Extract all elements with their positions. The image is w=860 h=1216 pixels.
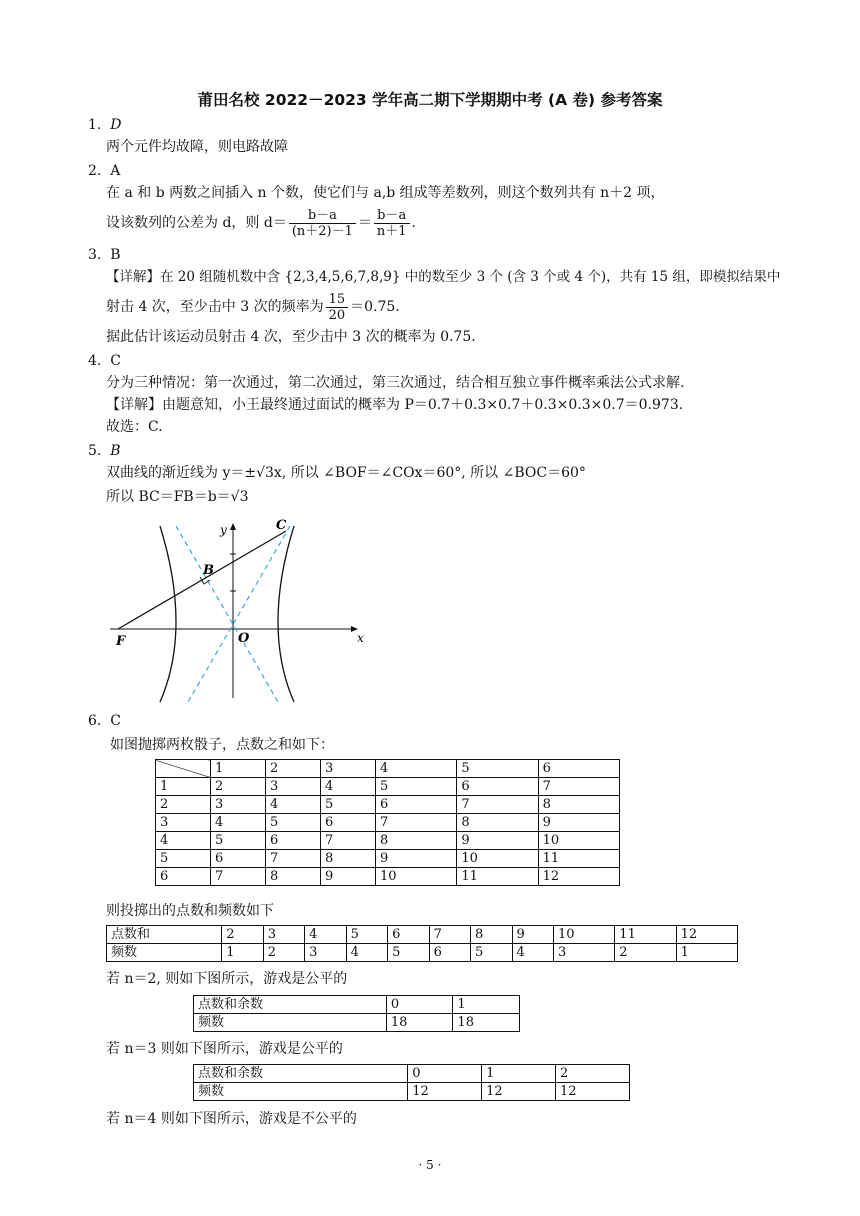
table-cell: 1 <box>453 996 520 1014</box>
q2-fraction-1: $\frac{b-a}{(n+2)-1}$ <box>289 208 356 239</box>
hyperbola-figure <box>100 512 380 704</box>
table-cell: 频数 <box>194 1014 387 1032</box>
table-cell: 12 <box>676 926 737 944</box>
table-cell: 频数 <box>194 1083 408 1101</box>
table-cell: 11 <box>615 926 676 944</box>
q1-number: 1. D <box>88 117 122 133</box>
page-title: 莆田名校 2022－2023 学年高二期下学期期中考 (A 卷) 参考答案 <box>197 91 663 109</box>
table-cell: 4 <box>305 926 346 944</box>
table-cell: 12 <box>556 1083 630 1101</box>
q3-line1: 【详解】在 20 组随机数中含 {2,3,4,5,6,7,8,9} 中的数至少 3 个 (含 3 个或 4 个)，共有 15 组，即模拟结果中 <box>106 269 781 285</box>
table-cell: 5 <box>266 814 321 832</box>
table-cell: 2 <box>263 944 304 962</box>
table-cell: 点数和余数 <box>194 1065 408 1083</box>
table-cell: 2 <box>266 760 321 778</box>
table-cell: 7 <box>538 778 619 796</box>
q6-n4-text: 若 n＝4 则如下图所示，游戏是不公平的 <box>106 1111 357 1127</box>
q1-explanation: 两个元件均故障，则电路故障 <box>106 139 288 155</box>
table-cell: 2 <box>222 926 263 944</box>
table-row <box>156 814 620 832</box>
table-cell: 3 <box>263 926 304 944</box>
table-cell: 7 <box>457 796 538 814</box>
table-cell: 点数和余数 <box>194 996 387 1014</box>
q3-line3: 据此估计该运动员射击 4 次，至少击中 3 次的概率为 0.75. <box>106 329 476 345</box>
table-cell: 6 <box>211 850 266 868</box>
label-C: C <box>276 518 287 533</box>
table-cell: 6 <box>156 868 211 886</box>
table-cell: 频数 <box>107 944 222 962</box>
q3-number: 3. B <box>88 247 121 263</box>
q5-line2: 所以 BC＝FB＝b＝√3 <box>106 489 249 505</box>
table-row <box>156 850 620 868</box>
q2-number: 2. A <box>88 163 121 179</box>
table-cell: 6 <box>457 778 538 796</box>
table-cell: 3 <box>266 778 321 796</box>
table-cell: 6 <box>429 944 470 962</box>
table-row <box>194 1065 630 1083</box>
table-row <box>156 760 620 778</box>
table-cell: 3 <box>305 944 346 962</box>
q6-freq-intro: 则投掷出的点数和频数如下 <box>106 903 274 919</box>
table-cell: 12 <box>538 868 619 886</box>
q4-line1: 分为三种情况：第一次通过，第二次通过，第三次通过，结合相互独立事件概率乘法公式求解. <box>106 375 685 391</box>
table-cell: 5 <box>457 760 538 778</box>
table-cell: 8 <box>321 850 376 868</box>
table-row <box>156 868 620 886</box>
q2-fraction-2: $\frac{b-a}{n+1}$ <box>374 208 410 239</box>
table-cell: 9 <box>538 814 619 832</box>
table-cell: 10 <box>376 868 457 886</box>
table-cell: 7 <box>211 868 266 886</box>
label-F: F <box>116 634 126 649</box>
q5-answer: B <box>110 443 121 459</box>
label-x: x <box>357 631 364 645</box>
q2-line1: 在 a 和 b 两数之间插入 n 个数，使它们与 a,b 组成等差数列，则这个数列共有 n＋2 项， <box>106 185 665 201</box>
table-cell: 7 <box>429 926 470 944</box>
table-row <box>107 944 738 962</box>
table-cell: 8 <box>266 868 321 886</box>
table-cell: 9 <box>376 850 457 868</box>
remainder-table-n2 <box>193 995 520 1032</box>
table-row <box>194 996 520 1014</box>
table-cell: 8 <box>376 832 457 850</box>
table-cell: 5 <box>388 944 429 962</box>
table-cell: 8 <box>457 814 538 832</box>
dice-sum-table <box>155 759 620 886</box>
table-cell: 5 <box>376 778 457 796</box>
table-cell: 5 <box>321 796 376 814</box>
table-row <box>156 778 620 796</box>
hyperbola-left-branch <box>160 526 176 702</box>
table-cell: 6 <box>538 760 619 778</box>
table-cell: 3 <box>321 760 376 778</box>
table-cell: 3 <box>211 796 266 814</box>
table-cell: 4 <box>376 760 457 778</box>
table-row <box>156 796 620 814</box>
table-cell: 9 <box>457 832 538 850</box>
table-row <box>107 926 738 944</box>
diagonal-header-cell <box>156 760 211 778</box>
q2-answer: A <box>110 163 121 179</box>
table-cell: 4 <box>156 832 211 850</box>
table-cell: 12 <box>482 1083 556 1101</box>
table-cell: 5 <box>156 850 211 868</box>
table-cell: 2 <box>556 1065 630 1083</box>
table-cell: 6 <box>266 832 321 850</box>
label-y: y <box>220 523 227 537</box>
table-cell: 10 <box>457 850 538 868</box>
table-cell: 6 <box>376 796 457 814</box>
table-cell: 1 <box>676 944 737 962</box>
asymptote-1 <box>176 526 278 702</box>
q4-answer: C <box>110 353 121 369</box>
frequency-table <box>106 925 738 962</box>
table-cell: 12 <box>408 1083 482 1101</box>
q5-number: 5. B <box>88 443 121 459</box>
table-cell: 9 <box>512 926 553 944</box>
q3-line2: 射击 4 次，至少击中 3 次的频率为 $\frac{15}{20}$ ＝0.75. <box>106 291 400 323</box>
table-cell: 11 <box>457 868 538 886</box>
label-O: O <box>238 631 250 646</box>
asymptote-2 <box>188 526 290 702</box>
table-cell: 4 <box>211 814 266 832</box>
q3-answer: B <box>110 247 121 263</box>
q6-n3-text: 若 n＝3 则如下图所示，游戏是公平的 <box>106 1041 343 1057</box>
table-cell: 7 <box>376 814 457 832</box>
q1-answer: D <box>110 117 122 133</box>
q3-fraction: $\frac{15}{20}$ <box>326 292 349 323</box>
table-cell: 1 <box>222 944 263 962</box>
table-cell: 1 <box>482 1065 556 1083</box>
table-cell: 5 <box>471 944 512 962</box>
q4-line2: 【详解】由题意知，小王最终通过面试的概率为 P＝0.7＋0.3×0.7＋0.3×0.3×0.7＝0.973. <box>106 397 684 413</box>
table-cell: 2 <box>211 778 266 796</box>
table-cell: 5 <box>346 926 387 944</box>
table-row <box>194 1014 520 1032</box>
table-cell: 6 <box>388 926 429 944</box>
table-cell: 7 <box>266 850 321 868</box>
q4-line3: 故选：C. <box>106 419 163 435</box>
label-B: B <box>203 563 214 578</box>
table-cell: 18 <box>386 1014 453 1032</box>
table-cell: 11 <box>538 850 619 868</box>
table-cell: 2 <box>615 944 676 962</box>
q5-line1: 双曲线的渐近线为 y＝±√3x, 所以 ∠BOF＝∠COx＝60°, 所以 ∠BOC＝60° <box>106 465 586 481</box>
q6-intro: 如图抛掷两枚骰子，点数之和如下： <box>110 737 334 753</box>
table-cell: 4 <box>512 944 553 962</box>
y-axis-arrow <box>230 523 236 530</box>
q6-number: 6. C <box>88 713 121 729</box>
table-cell: 4 <box>321 778 376 796</box>
table-cell: 3 <box>156 814 211 832</box>
q6-answer: C <box>110 713 121 729</box>
table-cell: 18 <box>453 1014 520 1032</box>
table-cell: 5 <box>211 832 266 850</box>
table-cell: 8 <box>471 926 512 944</box>
table-cell: 0 <box>386 996 453 1014</box>
table-cell: 2 <box>156 796 211 814</box>
table-cell: 4 <box>266 796 321 814</box>
table-cell: 点数和 <box>107 926 222 944</box>
table-cell: 1 <box>211 760 266 778</box>
table-cell: 3 <box>553 944 614 962</box>
table-cell: 4 <box>346 944 387 962</box>
table-cell: 7 <box>321 832 376 850</box>
page-number: · 5 · <box>418 1158 442 1172</box>
table-cell: 6 <box>321 814 376 832</box>
hyperbola-right-branch <box>278 526 294 702</box>
q6-n2-text: 若 n＝2, 则如下图所示，游戏是公平的 <box>106 971 348 987</box>
table-cell: 10 <box>538 832 619 850</box>
table-cell: 10 <box>553 926 614 944</box>
table-cell: 0 <box>408 1065 482 1083</box>
table-cell: 8 <box>538 796 619 814</box>
table-row <box>194 1083 630 1101</box>
q2-line2: 设该数列的公差为 d，则 d＝ $\frac{b-a}{(n+2)-1}$ ＝ $\frac{b-a}{n+1}$ . <box>106 207 416 239</box>
table-cell: 1 <box>156 778 211 796</box>
table-row <box>156 832 620 850</box>
table-cell: 9 <box>321 868 376 886</box>
q4-number: 4. C <box>88 353 121 369</box>
remainder-table-n3 <box>193 1064 630 1101</box>
